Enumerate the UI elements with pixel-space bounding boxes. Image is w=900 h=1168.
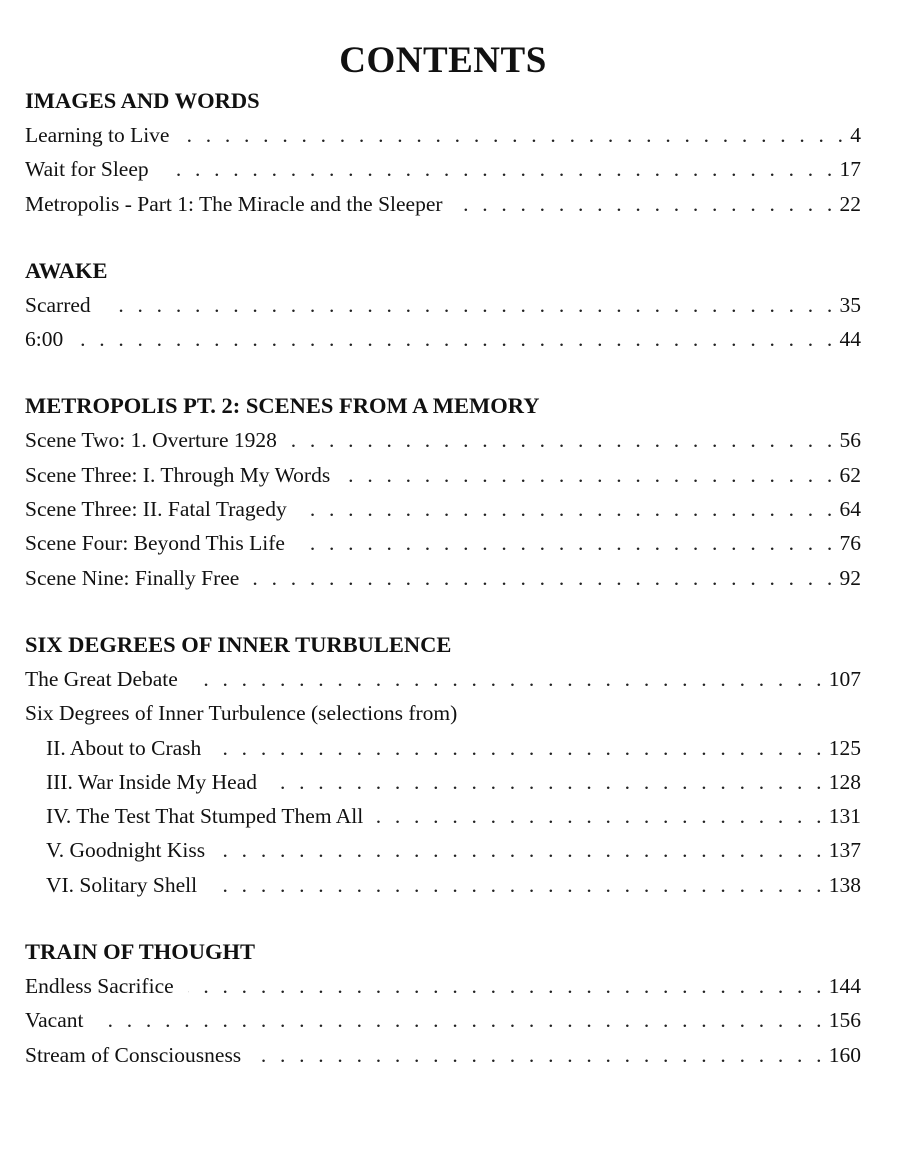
toc — [25, 84, 861, 1072]
entry-title: Scene Four: Beyond This Life — [25, 531, 285, 556]
toc-entry[interactable] — [25, 423, 861, 457]
dot-leader — [291, 423, 837, 457]
dot-leader — [219, 833, 826, 867]
toc-entry[interactable] — [25, 118, 861, 152]
dot-leader — [301, 492, 837, 526]
entry-title: Scene Three: II. Fatal Tragedy — [25, 497, 287, 522]
section-title: METROPOLIS PT. 2: SCENES FROM A MEMORY — [25, 393, 540, 419]
section-title: TRAIN OF THOUGHT — [25, 939, 256, 965]
toc-subentry[interactable] — [25, 833, 861, 867]
toc-subentry[interactable] — [25, 731, 861, 765]
dot-leader — [271, 765, 826, 799]
entry-page-number: 62 — [839, 462, 861, 487]
dot-leader — [77, 322, 836, 356]
entry-page-number: 160 — [828, 1042, 861, 1067]
entry-title: III. War Inside My Head — [46, 769, 258, 794]
entry-page-number: 56 — [839, 428, 861, 453]
toc-entry[interactable] — [25, 187, 861, 221]
toc-entry[interactable] — [25, 1038, 861, 1072]
dot-leader — [105, 288, 837, 322]
section-title: SIX DEGREES OF INNER TURBULENCE — [25, 631, 452, 657]
entry-page-number: 125 — [828, 735, 861, 760]
section-title: IMAGES AND WORDS — [25, 88, 260, 113]
entry-page-number: 92 — [839, 565, 861, 590]
toc-section — [25, 84, 861, 221]
dot-leader — [215, 731, 825, 765]
entry-title: VI. Solitary Shell — [46, 872, 198, 897]
entry-title: Stream of Consciousness — [25, 1042, 242, 1067]
toc-entry[interactable] — [25, 492, 861, 526]
dot-leader — [211, 868, 826, 902]
toc-section — [25, 628, 861, 902]
toc-group-heading — [25, 696, 861, 730]
entry-title: Vacant — [25, 1008, 84, 1033]
entry-page-number: 76 — [839, 531, 861, 556]
toc-entry[interactable] — [25, 288, 861, 322]
entry-title: Scene Three: I. Through My Words — [25, 462, 331, 487]
entry-page-number: 138 — [828, 872, 861, 897]
entry-page-number: 22 — [839, 191, 861, 216]
dot-leader — [299, 526, 837, 560]
entry-title: Scarred — [25, 292, 91, 317]
dot-leader — [188, 969, 826, 1003]
entry-page-number: 156 — [828, 1008, 861, 1033]
dot-leader — [255, 1038, 826, 1072]
toc-entry[interactable] — [25, 969, 861, 1003]
toc-subentry[interactable] — [25, 868, 861, 902]
entry-title: Wait for Sleep — [25, 157, 149, 182]
toc-entry[interactable] — [25, 152, 861, 186]
entry-title: 6:00 — [25, 327, 64, 352]
entry-title: Endless Sacrifice — [25, 974, 174, 999]
toc-entry[interactable] — [25, 662, 861, 696]
entry-title: Scene Nine: Finally Free — [25, 565, 240, 590]
entry-page-number: 128 — [828, 769, 861, 794]
entry-title: Learning to Live — [25, 123, 170, 147]
toc-entry[interactable] — [25, 1003, 861, 1037]
page-title: CONTENTS — [339, 40, 547, 81]
entry-title: Scene Two: 1. Overture 1928 — [25, 428, 277, 453]
toc-section — [25, 935, 861, 1072]
entry-title: The Great Debate — [25, 666, 178, 691]
dot-leader — [183, 118, 847, 152]
toc-section — [25, 254, 861, 357]
entry-title: II. About to Crash — [46, 735, 202, 760]
toc-entry[interactable] — [25, 458, 861, 492]
dot-leader — [253, 561, 836, 595]
entry-page-number: 131 — [828, 804, 861, 829]
toc-entry[interactable] — [25, 322, 861, 356]
entry-title: IV. The Test That Stumped Them All — [46, 804, 364, 829]
entry-title: Six Degrees of Inner Turbulence (selections from) — [25, 701, 458, 726]
entry-page-number: 107 — [828, 666, 861, 691]
entry-page-number: 144 — [828, 974, 861, 999]
dot-leader — [192, 662, 826, 696]
toc-entry[interactable] — [25, 561, 861, 595]
toc-subentry[interactable] — [25, 765, 861, 799]
entry-page-number: 137 — [828, 838, 861, 863]
dot-leader — [163, 152, 837, 186]
dot-leader — [457, 187, 837, 221]
entry-page-number: 17 — [839, 157, 861, 182]
dot-leader — [377, 799, 826, 833]
dot-leader — [98, 1003, 826, 1037]
entry-title: Metropolis - Part 1: The Miracle and the Sleeper — [25, 191, 443, 216]
entry-page-number: 44 — [839, 327, 861, 352]
section-title: AWAKE — [25, 257, 108, 283]
entry-page-number: 4 — [850, 123, 861, 147]
toc-section — [25, 389, 861, 594]
dot-leader — [344, 458, 836, 492]
entry-title: V. Goodnight Kiss — [46, 838, 206, 863]
toc-subentry[interactable] — [25, 799, 861, 833]
toc-entry[interactable] — [25, 526, 861, 560]
entry-page-number: 35 — [839, 292, 861, 317]
entry-page-number: 64 — [839, 497, 861, 522]
